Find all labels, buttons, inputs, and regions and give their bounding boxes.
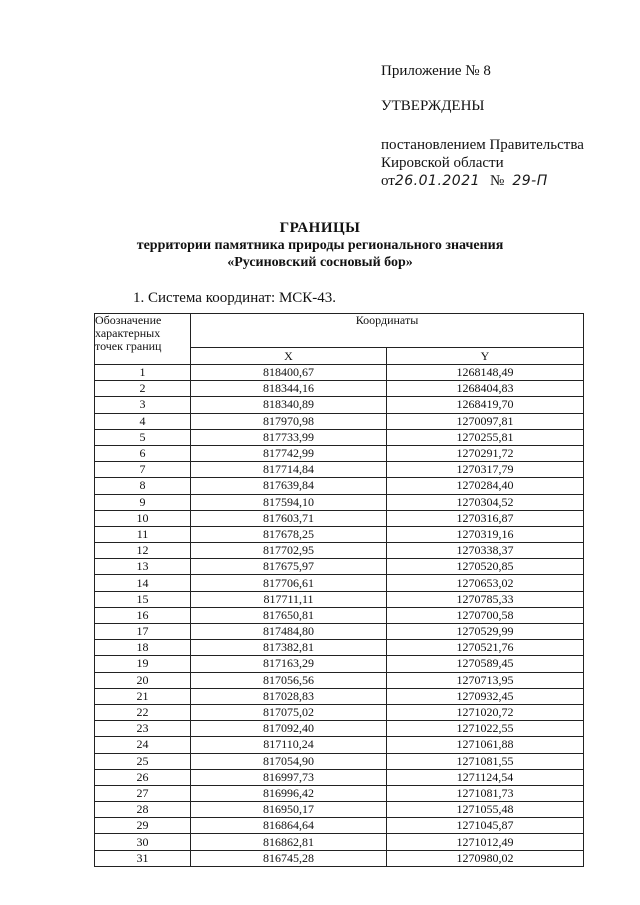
table-row <box>95 721 584 737</box>
cell-point-number: 24 <box>95 737 191 753</box>
table-row <box>95 494 584 510</box>
cell-point-number: 22 <box>95 704 191 720</box>
cell-y: 1271022,55 <box>387 721 584 737</box>
title-main: ГРАНИЦЫ <box>279 220 361 236</box>
table-row <box>95 510 584 526</box>
cell-point-number: 27 <box>95 785 191 801</box>
table-row <box>95 445 584 461</box>
cell-x: 817603,71 <box>191 510 387 526</box>
document-title <box>0 219 640 271</box>
cell-point-number: 15 <box>95 591 191 607</box>
table-row <box>95 607 584 623</box>
table-row <box>95 802 584 818</box>
approval-header <box>381 62 621 190</box>
table-row <box>95 381 584 397</box>
col-header-coordinates: Координаты <box>191 314 584 348</box>
cell-x: 816950,17 <box>191 802 387 818</box>
cell-x: 817028,83 <box>191 688 387 704</box>
cell-y: 1271055,48 <box>387 802 584 818</box>
cell-point-number: 14 <box>95 575 191 591</box>
table-row <box>95 624 584 640</box>
cell-x: 817706,61 <box>191 575 387 591</box>
cell-point-number: 30 <box>95 834 191 850</box>
cell-x: 817382,81 <box>191 640 387 656</box>
cell-y: 1270785,33 <box>387 591 584 607</box>
cell-point-number: 11 <box>95 526 191 542</box>
cell-y: 1270653,02 <box>387 575 584 591</box>
table-row <box>95 834 584 850</box>
cell-y: 1271081,55 <box>387 753 584 769</box>
cell-y: 1271124,54 <box>387 769 584 785</box>
table-row <box>95 559 584 575</box>
cell-point-number: 17 <box>95 624 191 640</box>
cell-point-number: 9 <box>95 494 191 510</box>
cell-x: 816862,81 <box>191 834 387 850</box>
cell-y: 1270520,85 <box>387 559 584 575</box>
cell-x: 817675,97 <box>191 559 387 575</box>
handwritten-date: 26.01.2021 <box>394 173 481 189</box>
cell-x: 817742,99 <box>191 445 387 461</box>
cell-x: 818340,89 <box>191 397 387 413</box>
cell-x: 817702,95 <box>191 543 387 559</box>
cell-x: 816745,28 <box>191 850 387 866</box>
cell-y: 1270319,16 <box>387 526 584 542</box>
cell-y: 1270317,79 <box>387 462 584 478</box>
cell-y: 1270980,02 <box>387 850 584 866</box>
cell-point-number: 26 <box>95 769 191 785</box>
cell-y: 1270255,81 <box>387 429 584 445</box>
cell-x: 816864,64 <box>191 818 387 834</box>
cell-x: 817075,02 <box>191 704 387 720</box>
cell-y: 1270700,58 <box>387 607 584 623</box>
table-row <box>95 850 584 866</box>
table-row <box>95 640 584 656</box>
table-row <box>95 818 584 834</box>
cell-x: 817711,11 <box>191 591 387 607</box>
cell-point-number: 21 <box>95 688 191 704</box>
cell-y: 1270316,87 <box>387 510 584 526</box>
table-row <box>95 785 584 801</box>
cell-point-number: 7 <box>95 462 191 478</box>
table-row <box>95 397 584 413</box>
cell-point-number: 25 <box>95 753 191 769</box>
cell-y: 1270529,99 <box>387 624 584 640</box>
cell-point-number: 28 <box>95 802 191 818</box>
cell-x: 817639,84 <box>191 478 387 494</box>
cell-y: 1270521,76 <box>387 640 584 656</box>
cell-x: 817110,24 <box>191 737 387 753</box>
table-row <box>95 575 584 591</box>
cell-point-number: 3 <box>95 397 191 413</box>
cell-y: 1271061,88 <box>387 737 584 753</box>
cell-point-number: 31 <box>95 850 191 866</box>
cell-y: 1270304,52 <box>387 494 584 510</box>
cell-point-number: 16 <box>95 607 191 623</box>
cell-y: 1270713,95 <box>387 672 584 688</box>
decree-line-1: постановлением Правительства <box>381 137 584 153</box>
cell-point-number: 1 <box>95 365 191 381</box>
cell-point-number: 4 <box>95 413 191 429</box>
col-header-x: X <box>191 348 387 365</box>
number-prefix: № <box>490 173 505 189</box>
cell-x: 817594,10 <box>191 494 387 510</box>
cell-y: 1271045,87 <box>387 818 584 834</box>
section-title: 1. Система координат: МСК-43. <box>133 290 337 306</box>
cell-y: 1270291,72 <box>387 445 584 461</box>
cell-point-number: 12 <box>95 543 191 559</box>
cell-x: 818344,16 <box>191 381 387 397</box>
table-row <box>95 688 584 704</box>
cell-point-number: 18 <box>95 640 191 656</box>
table-row <box>95 656 584 672</box>
table-row <box>95 526 584 542</box>
cell-x: 817678,25 <box>191 526 387 542</box>
title-line-3: «Русиновский сосновый бор» <box>227 255 413 270</box>
approved-label: УТВЕРЖДЕНЫ <box>381 98 485 114</box>
cell-x: 817970,98 <box>191 413 387 429</box>
table-row <box>95 413 584 429</box>
cell-y: 1271081,73 <box>387 785 584 801</box>
table-row <box>95 591 584 607</box>
cell-x: 817733,99 <box>191 429 387 445</box>
cell-point-number: 10 <box>95 510 191 526</box>
title-line-2: территории памятника природы регионального значения <box>136 238 504 253</box>
col-header-point: Обозначение характерных точек границ <box>95 314 191 365</box>
cell-x: 817054,90 <box>191 753 387 769</box>
cell-point-number: 19 <box>95 656 191 672</box>
handwritten-number: 29-П <box>512 173 548 189</box>
cell-y: 1270338,37 <box>387 543 584 559</box>
cell-point-number: 20 <box>95 672 191 688</box>
cell-y: 1271012,49 <box>387 834 584 850</box>
table-row <box>95 365 584 381</box>
cell-point-number: 5 <box>95 429 191 445</box>
table-row <box>95 478 584 494</box>
cell-x: 817092,40 <box>191 721 387 737</box>
table-row <box>95 704 584 720</box>
date-prefix: от <box>381 173 395 189</box>
appendix-label: Приложение № 8 <box>381 63 491 79</box>
cell-y: 1268404,83 <box>387 381 584 397</box>
decree-line-2: Кировской области <box>381 155 504 171</box>
table-row <box>95 753 584 769</box>
table-row <box>95 737 584 753</box>
decree-date-number <box>381 172 621 190</box>
cell-point-number: 13 <box>95 559 191 575</box>
col-header-y: Y <box>387 348 584 365</box>
table-body <box>95 365 584 867</box>
cell-y: 1268148,49 <box>387 365 584 381</box>
cell-y: 1270097,81 <box>387 413 584 429</box>
cell-x: 817163,29 <box>191 656 387 672</box>
cell-x: 816996,42 <box>191 785 387 801</box>
cell-point-number: 29 <box>95 818 191 834</box>
cell-point-number: 8 <box>95 478 191 494</box>
cell-y: 1271020,72 <box>387 704 584 720</box>
cell-x: 817650,81 <box>191 607 387 623</box>
cell-y: 1270932,45 <box>387 688 584 704</box>
table-row <box>95 429 584 445</box>
cell-x: 816997,73 <box>191 769 387 785</box>
cell-point-number: 2 <box>95 381 191 397</box>
coordinates-table <box>94 313 584 867</box>
cell-point-number: 23 <box>95 721 191 737</box>
cell-x: 818400,67 <box>191 365 387 381</box>
cell-x: 817484,80 <box>191 624 387 640</box>
cell-x: 817056,56 <box>191 672 387 688</box>
cell-x: 817714,84 <box>191 462 387 478</box>
table-row <box>95 543 584 559</box>
cell-y: 1270589,45 <box>387 656 584 672</box>
cell-point-number: 6 <box>95 445 191 461</box>
table-row <box>95 769 584 785</box>
table-row <box>95 462 584 478</box>
cell-y: 1268419,70 <box>387 397 584 413</box>
cell-y: 1270284,40 <box>387 478 584 494</box>
table-row <box>95 672 584 688</box>
